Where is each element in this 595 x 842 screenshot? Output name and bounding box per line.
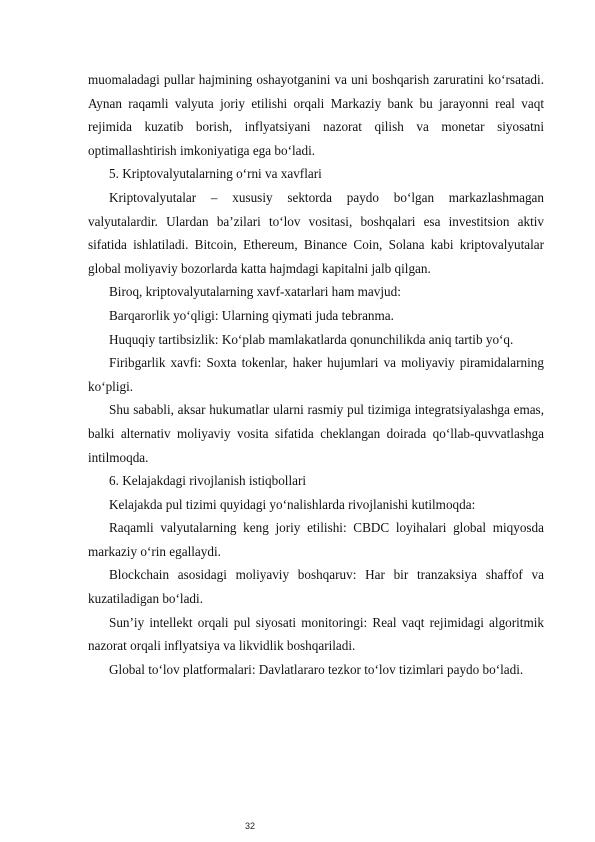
section-heading-5: 5. Kriptovalyutalarning o‘rni va xavflari — [109, 166, 322, 182]
future-item-cbdc: Raqamli valyutalarning keng joriy etilishi: CBDC loyihalari global miqyosda markaziy o‘rin egallaydi. — [88, 520, 544, 559]
risk-item-instability: Barqarorlik yo‘qligi: Ularning qiymati juda tebranma. — [109, 307, 394, 323]
future-item-blockchain: Blockchain asosidagi moliyaviy boshqaruv: Har bir tranzaksiya shaffof va kuzatiladigan bo‘ladi. — [88, 567, 544, 607]
future-item-ai: Sun’iy intellekt orqali pul siyosati monitoringi: Real vaqt rejimidagi algoritmik nazorat orqali inflyatsiya va likvidlik boshqariladi. — [88, 614, 544, 654]
paragraph-continuation: muomaladagi pullar hajmining oshayotganini va uni boshqarish zaruratini ko‘rsatadi. Aynan raqamli valyuta joriy etilishi orqali Markaziy bank bu jarayonni real vaqt rejimida kuzatib borish, inflyatsiyani nazorat qilish va monetar siyosatni optimallashtirish imkoniyatiga ega bo‘ladi. — [88, 72, 544, 158]
section-heading-6: 6. Kelajakdagi rivojlanish istiqbollari — [109, 473, 307, 489]
paragraph-crypto-intro: Kriptovalyutalar – xususiy sektorda paydo bo‘lgan markazlashmagan valyutalardir. Ulardan ba’zilari to‘lov vositasi, boshqalari esa investitsion aktiv sifatida ishlatiladi. Bitcoin, Ethereum, Binance Coin, Solana kabi kriptovalyutalar global moliyaviy bozorlarda katta hajmdagi kapitalni jalb qilgan. — [88, 189, 544, 276]
risk-item-legal: Huquqiy tartibsizlik: Ko‘plab mamlakatlarda qonunchilikda aniq tartib yo‘q. — [109, 331, 514, 347]
paragraph-government-stance: Shu sababli, aksar hukumatlar ularni rasmiy pul tizimiga integratsiyalashga emas, balki alternativ moliyaviy vosita sifatida cheklangan doirada qo‘llab-quvvatlashga intilmoqda. — [88, 402, 544, 465]
future-item-payments: Global to‘lov platformalari: Davlatlararo tezkor to‘lov tizimlari paydo bo‘ladi. — [109, 661, 524, 677]
page-number: 32 — [244, 821, 255, 831]
paragraph-future-lead: Kelajakda pul tizimi quyidagi yo‘nalishlarda rivojlanishi kutilmoqda: — [109, 496, 476, 512]
risk-item-fraud: Firibgarlik xavfi: Soxta tokenlar, haker hujumlari va moliyaviy piramidalarning ko‘pligi. — [88, 355, 544, 394]
document-body — [88, 68, 544, 681]
paragraph-risks-lead: Biroq, kriptovalyutalarning xavf-xatarlari ham mavjud: — [109, 284, 401, 300]
